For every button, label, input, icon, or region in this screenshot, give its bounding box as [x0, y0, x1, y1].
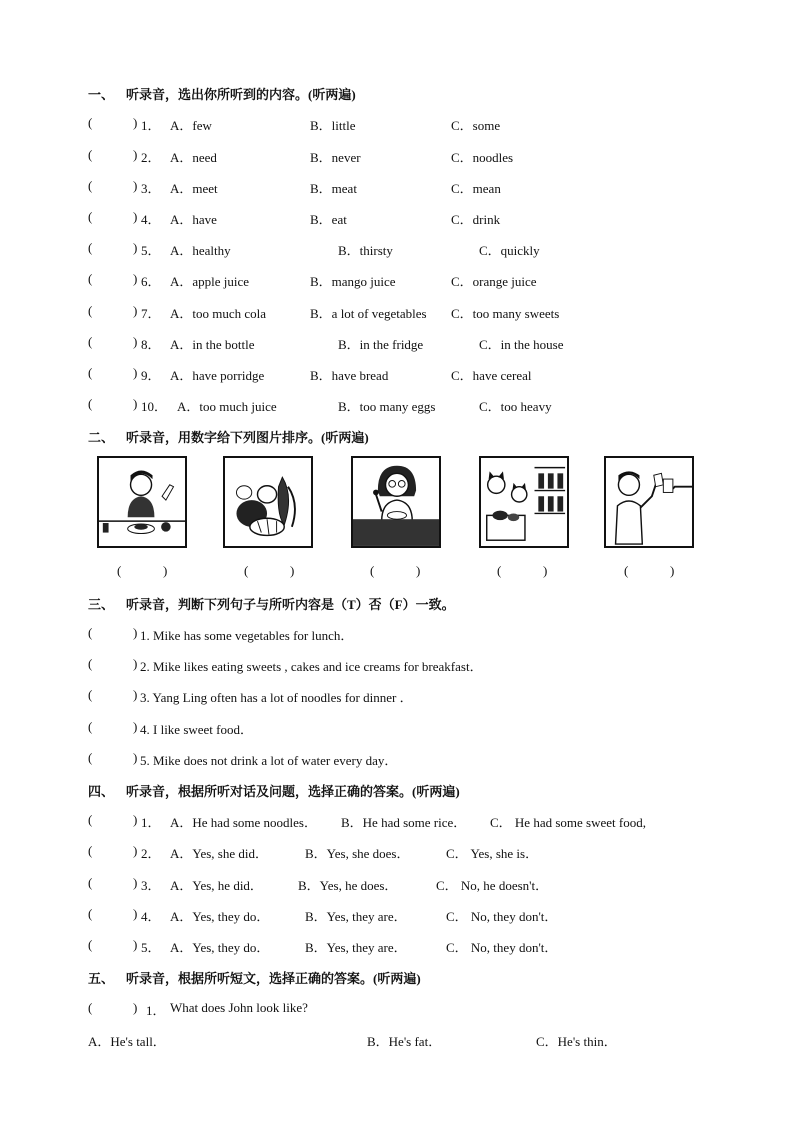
option-c: C．have cereal [451, 368, 532, 383]
answer-paren-open: ( [88, 303, 93, 318]
option-c: C． He had some sweet food, [490, 815, 646, 830]
answer-paren-close: ) [133, 750, 138, 765]
question-number: 1． [141, 118, 161, 133]
answer-paren-open: ( [88, 656, 93, 671]
option-b: B．too many eggs [338, 399, 436, 414]
answer-paren-close: ) [133, 906, 138, 921]
option-a: A．He's tall． [88, 1034, 166, 1049]
option-b: B．in the fridge [338, 337, 424, 352]
picture-answer-paren-close: ) [163, 563, 168, 578]
answer-paren-close: ) [133, 115, 138, 130]
answer-paren-open: ( [88, 1000, 93, 1015]
part2-number: 二、 [88, 430, 115, 445]
option-b: B．He's fat． [367, 1034, 442, 1049]
question-number: 8． [141, 337, 161, 352]
question-text: What does John look like? [170, 1000, 308, 1015]
option-c: C． No, he doesn't． [436, 878, 549, 893]
option-a: A．healthy [170, 243, 231, 258]
question-number: 3． [141, 181, 161, 196]
option-a: A．He had some noodles． [170, 815, 317, 830]
option-b: B．Yes, he does． [298, 878, 398, 893]
sentence-text: 3. Yang Ling often has a lot of noodles for dinner ． [140, 690, 413, 705]
answer-paren-open: ( [88, 625, 93, 640]
option-c: C．quickly [479, 243, 540, 258]
sentence-text: 2. Mike likes eating sweets , cakes and ice creams for breakfast． [140, 659, 483, 674]
vegetables-icon [223, 456, 313, 548]
option-b: B．a lot of vegetables [310, 306, 427, 321]
option-c: C．noodles [451, 150, 514, 165]
option-b: B．Yes, she does． [305, 846, 410, 861]
answer-paren-open: ( [88, 687, 93, 702]
option-a: A．have [170, 212, 217, 227]
part1-heading [88, 84, 356, 103]
question-number: 6． [141, 274, 161, 289]
answer-paren-open: ( [88, 271, 93, 286]
picture-answer-paren-close: ) [290, 563, 295, 578]
option-b: B．Yes, they are． [305, 940, 407, 955]
answer-paren-close: ) [133, 334, 138, 349]
answer-paren-open: ( [88, 209, 93, 224]
answer-paren-close: ) [133, 396, 138, 411]
part3-heading [88, 594, 455, 613]
option-a: A．Yes, she did． [170, 846, 268, 861]
part1-number: 一、 [88, 87, 115, 102]
option-b: B．He had some rice． [341, 815, 467, 830]
answer-paren-open: ( [88, 396, 93, 411]
answer-paren-open: ( [88, 875, 93, 890]
sentence-text: 5. Mike does not drink a lot of water every day． [140, 753, 398, 768]
option-a: A．in the bottle [170, 337, 255, 352]
question-number: 9． [141, 368, 161, 383]
answer-paren-close: ) [133, 1000, 138, 1015]
answer-paren-open: ( [88, 937, 93, 952]
answer-paren-close: ) [133, 719, 138, 734]
part4-title: 听录音，根据所听对话及问题，选择正确的答案。(听两遍) [126, 784, 460, 799]
question-number: 4． [141, 909, 161, 924]
answer-paren-close: ) [133, 240, 138, 255]
question-number: 7． [141, 306, 161, 321]
girl-eating-icon [351, 456, 441, 548]
option-a: A．too much juice [177, 399, 277, 414]
question-number: 4． [141, 212, 161, 227]
answer-paren-close: ) [133, 303, 138, 318]
picture-answer-paren-open: ( [117, 563, 122, 578]
picture-answer-paren-close: ) [416, 563, 421, 578]
option-c: C．in the house [479, 337, 564, 352]
cats-shop-icon [479, 456, 569, 548]
answer-paren-open: ( [88, 365, 93, 380]
picture-answer-paren-open: ( [624, 563, 629, 578]
picture-answer-paren-close: ) [543, 563, 548, 578]
answer-paren-close: ) [133, 147, 138, 162]
question-number: 1． [146, 1003, 166, 1018]
option-a: A．Yes, they do． [170, 940, 270, 955]
sentence-text: 1. Mike has some vegetables for lunch． [140, 628, 354, 643]
question-number: 10． [141, 399, 168, 414]
option-c: C． Yes, she is． [446, 846, 539, 861]
question-number: 5． [141, 243, 161, 258]
part2-title: 听录音，用数字给下列图片排序。(听两遍) [126, 430, 369, 445]
answer-paren-close: ) [133, 178, 138, 193]
man-refusing-drink-icon [604, 456, 694, 548]
part3-title: 听录音，判断下列句子与所听内容是（T）否（F）一致。 [126, 597, 455, 612]
option-c: C． No, they don't． [446, 940, 558, 955]
boy-eating-icon [97, 456, 187, 548]
answer-paren-open: ( [88, 178, 93, 193]
option-b: B．thirsty [338, 243, 393, 258]
option-a: A．have porridge [170, 368, 265, 383]
picture-answer-paren-open: ( [370, 563, 375, 578]
option-b: B．never [310, 150, 361, 165]
answer-paren-close: ) [133, 687, 138, 702]
question-number: 3． [141, 878, 161, 893]
answer-paren-open: ( [88, 906, 93, 921]
part4-number: 四、 [88, 784, 115, 799]
part4-heading [88, 781, 460, 800]
option-b: B．have bread [310, 368, 389, 383]
option-a: A．Yes, they do． [170, 909, 270, 924]
option-c: C．orange juice [451, 274, 537, 289]
question-number: 2． [141, 846, 161, 861]
part5-heading [88, 968, 421, 987]
option-c: C．some [451, 118, 501, 133]
answer-paren-close: ) [133, 271, 138, 286]
answer-paren-open: ( [88, 843, 93, 858]
answer-paren-open: ( [88, 750, 93, 765]
option-b: B．meat [310, 181, 357, 196]
option-c: C． No, they don't． [446, 909, 558, 924]
option-b: B．mango juice [310, 274, 396, 289]
answer-paren-close: ) [133, 812, 138, 827]
answer-paren-open: ( [88, 719, 93, 734]
option-b: B．little [310, 118, 356, 133]
part5-number: 五、 [88, 971, 115, 986]
answer-paren-close: ) [133, 843, 138, 858]
option-c: C．mean [451, 181, 501, 196]
answer-paren-open: ( [88, 240, 93, 255]
sentence-text: 4. I like sweet food． [140, 722, 254, 737]
answer-paren-close: ) [133, 365, 138, 380]
part3-number: 三、 [88, 597, 115, 612]
option-c: C．He's thin． [536, 1034, 617, 1049]
answer-paren-close: ) [133, 656, 138, 671]
picture-answer-paren-open: ( [244, 563, 249, 578]
question-number: 2． [141, 150, 161, 165]
answer-paren-open: ( [88, 115, 93, 130]
answer-paren-close: ) [133, 625, 138, 640]
answer-paren-close: ) [133, 937, 138, 952]
question-number: 5． [141, 940, 161, 955]
option-a: A．need [170, 150, 217, 165]
option-a: A．few [170, 118, 212, 133]
part2-heading [88, 427, 369, 446]
option-a: A．Yes, he did． [170, 878, 263, 893]
option-a: A．too much cola [170, 306, 267, 321]
part5-title: 听录音，根据所听短文，选择正确的答案。(听两遍) [126, 971, 421, 986]
picture-answer-paren-open: ( [497, 563, 502, 578]
question-number: 1． [141, 815, 161, 830]
option-c: C．too heavy [479, 399, 552, 414]
answer-paren-close: ) [133, 209, 138, 224]
option-b: B．Yes, they are． [305, 909, 407, 924]
picture-answer-paren-close: ) [670, 563, 675, 578]
answer-paren-open: ( [88, 147, 93, 162]
option-a: A．apple juice [170, 274, 250, 289]
option-c: C．drink [451, 212, 501, 227]
answer-paren-open: ( [88, 334, 93, 349]
answer-paren-open: ( [88, 812, 93, 827]
option-c: C．too many sweets [451, 306, 560, 321]
option-b: B．eat [310, 212, 347, 227]
answer-paren-close: ) [133, 875, 138, 890]
part1-title: 听录音，选出你所听到的内容。(听两遍) [126, 87, 356, 102]
option-a: A．meet [170, 181, 218, 196]
